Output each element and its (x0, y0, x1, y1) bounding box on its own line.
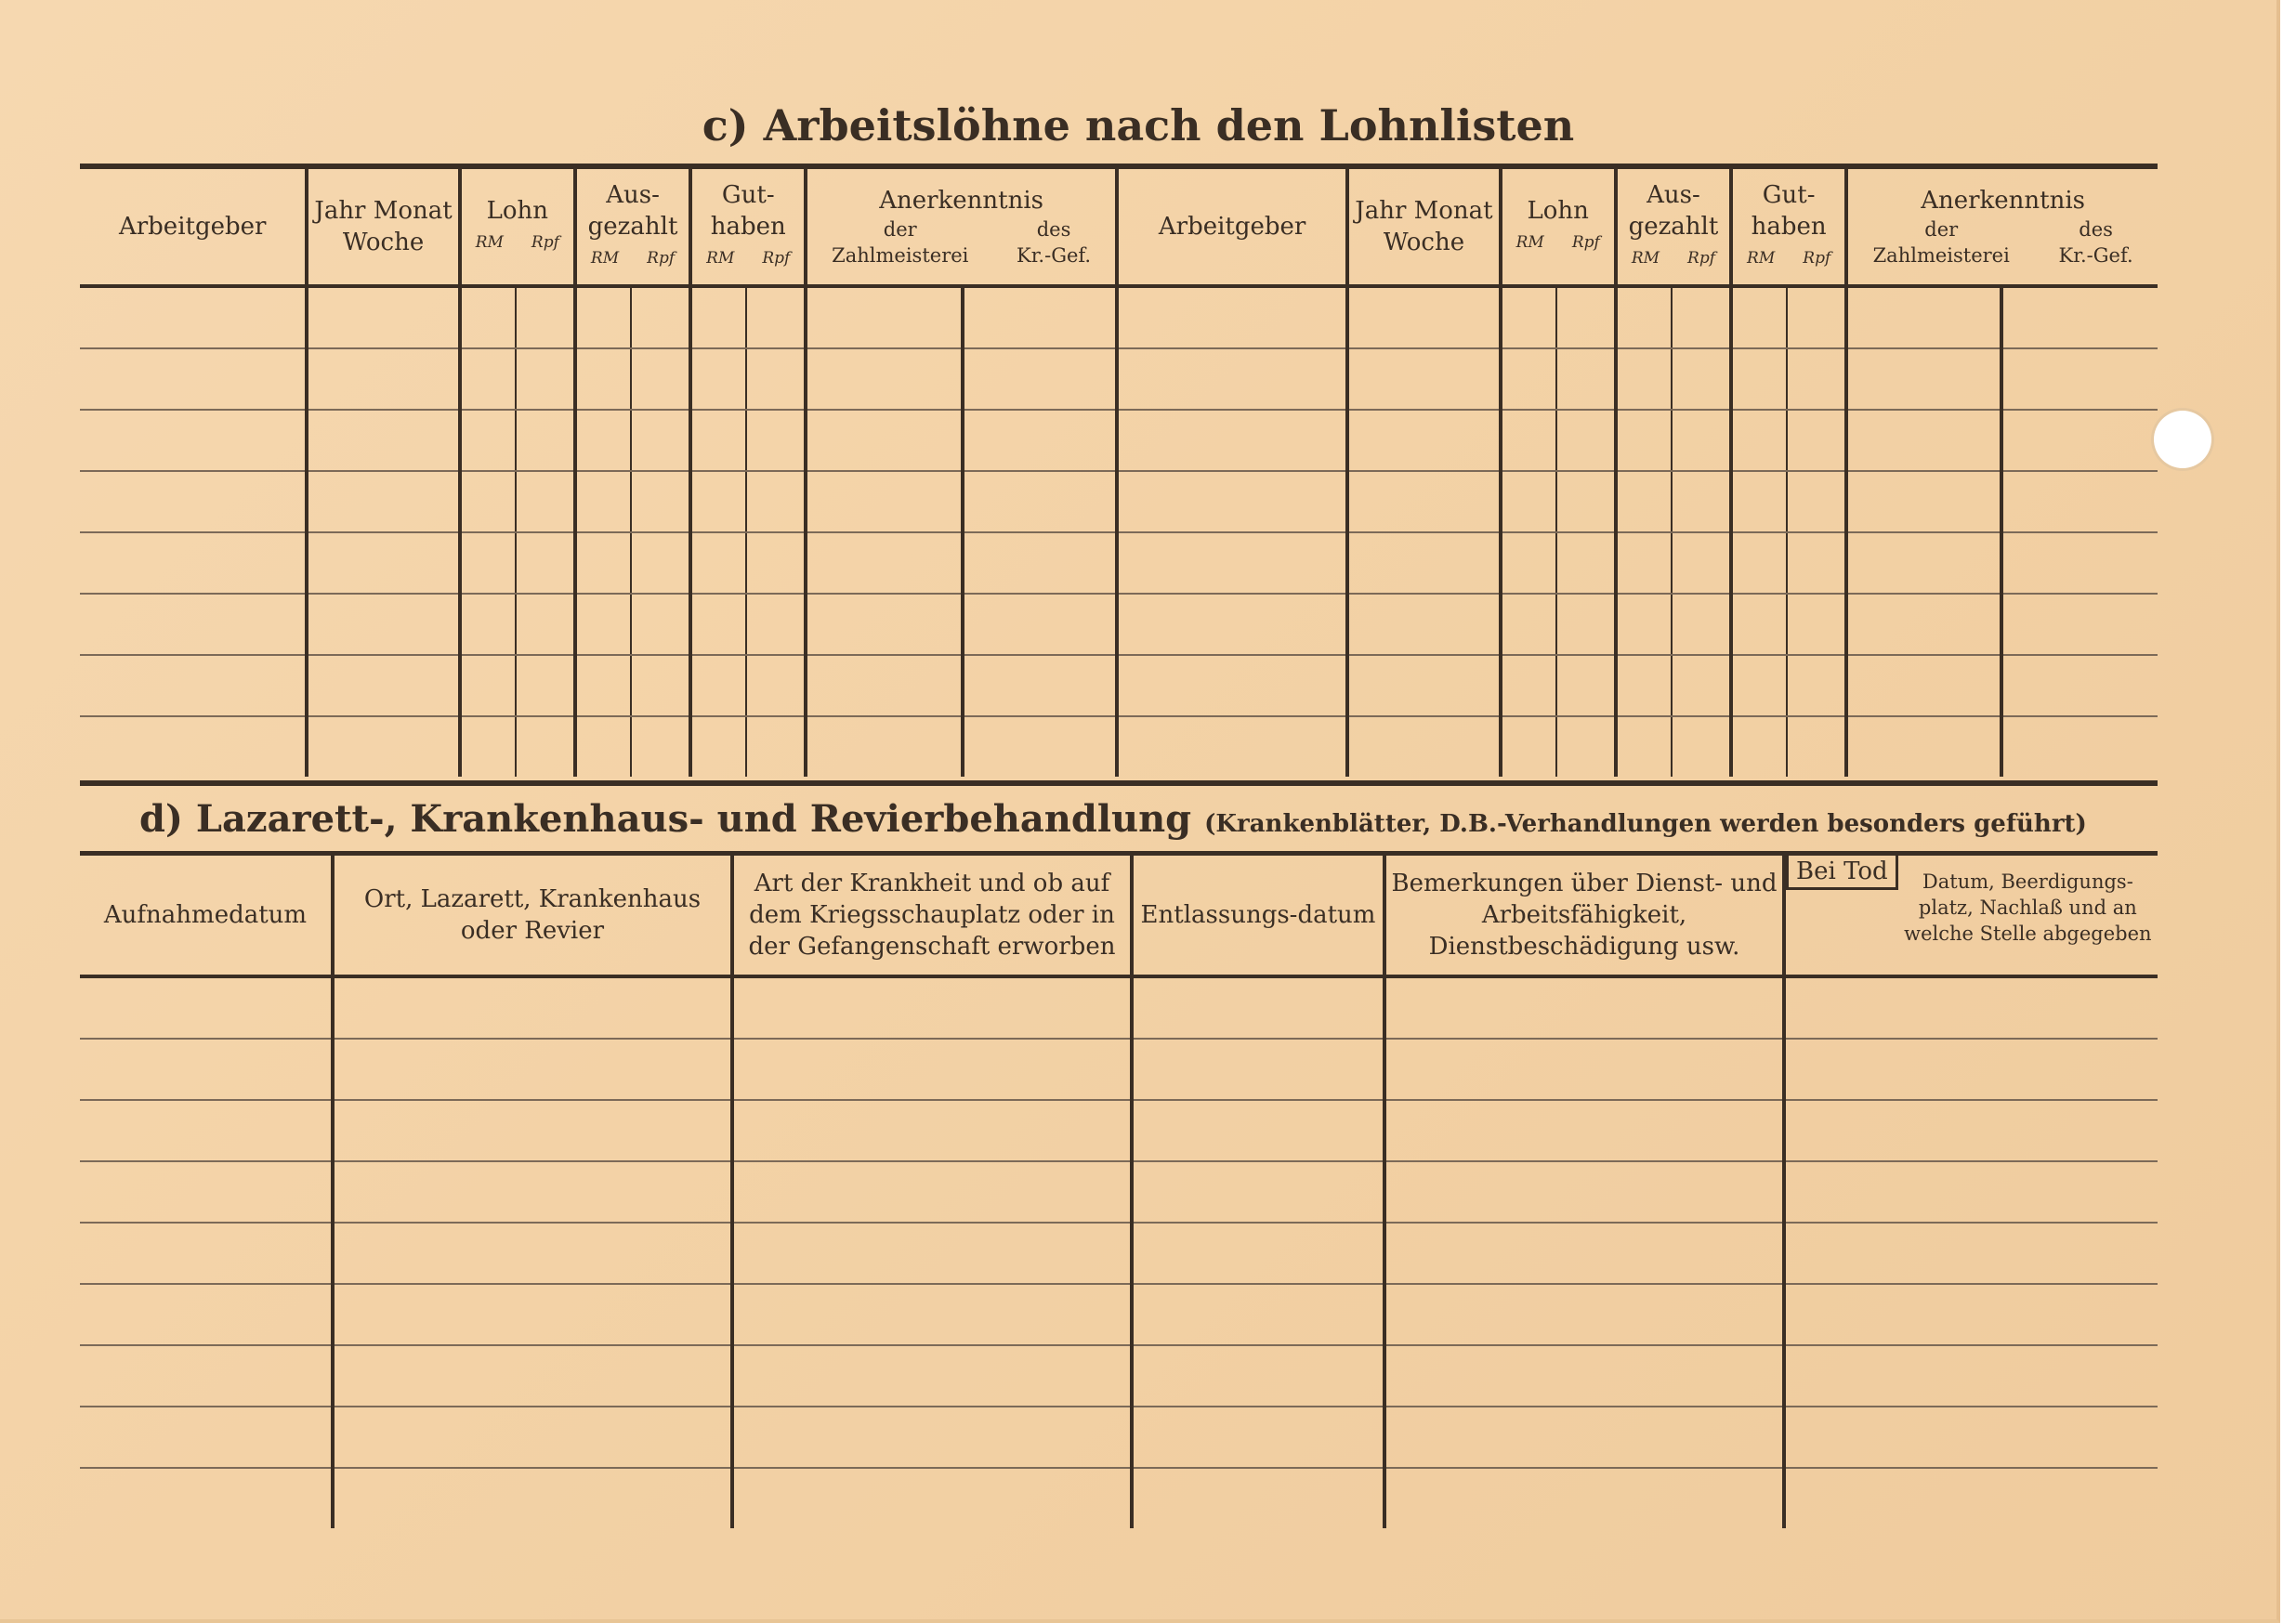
treatment-row (80, 1039, 2158, 1100)
wages-cell[interactable] (1846, 410, 2001, 471)
wages-cell[interactable] (2001, 348, 2158, 410)
wages-cell[interactable] (631, 716, 690, 777)
treatment-cell[interactable] (1132, 1223, 1384, 1284)
wages-row (80, 655, 2158, 716)
wages-cell[interactable] (1556, 655, 1616, 716)
wages-cell[interactable] (1616, 286, 1672, 348)
wages-cell[interactable] (690, 594, 746, 655)
section-d-top-rule (80, 780, 2158, 786)
wages-cell[interactable] (2001, 655, 2158, 716)
wages-cell[interactable] (1501, 410, 1556, 471)
des-krgef: des Kr.-Gef. (1017, 218, 1092, 267)
wages-cell[interactable] (1117, 471, 1347, 532)
wages-cell[interactable] (1787, 655, 1846, 716)
wages-cell[interactable] (1501, 286, 1556, 348)
wages-cell[interactable] (1347, 471, 1500, 532)
wages-cell[interactable] (2001, 410, 2158, 471)
wages-cell[interactable] (1787, 286, 1846, 348)
wages-cell[interactable] (460, 594, 516, 655)
wages-cell[interactable] (806, 532, 962, 594)
section-d-title: d) Lazarett-, Krankenhaus- und Revierbehandlung (139, 797, 1192, 841)
wages-row (80, 471, 2158, 532)
ausgezahlt-header-2 (1616, 169, 1731, 286)
wages-cell[interactable] (1117, 594, 1347, 655)
wages-cell[interactable] (1672, 532, 1731, 594)
lohn-rpf-unit-2: Rpf (1571, 233, 1600, 252)
wages-cell[interactable] (963, 532, 1117, 594)
treatment-cell[interactable] (1384, 1284, 1784, 1345)
wages-cell[interactable] (80, 655, 307, 716)
wages-cell[interactable] (460, 716, 516, 777)
wages-cell[interactable] (631, 410, 690, 471)
ausgezahlt-label: Aus-gezahlt (587, 181, 678, 241)
wages-cell[interactable] (963, 410, 1117, 471)
treatment-row (80, 1407, 2158, 1468)
wages-cell[interactable] (1501, 532, 1556, 594)
guthaben-rpf-unit-2: Rpf (1803, 249, 1831, 268)
wages-cell[interactable] (963, 655, 1117, 716)
wages-row (80, 348, 2158, 410)
treatment-cell[interactable] (732, 1161, 1132, 1223)
treatment-cell[interactable] (1384, 1039, 1784, 1100)
wages-cell[interactable] (1731, 410, 1787, 471)
wages-cell[interactable] (460, 471, 516, 532)
anerkenntnis-header-2 (1846, 169, 2158, 286)
treatment-row (80, 976, 2158, 1039)
wages-cell[interactable] (1117, 286, 1347, 348)
wages-cell[interactable] (575, 532, 631, 594)
wages-cell[interactable] (1347, 532, 1500, 594)
section-d-title-line (139, 797, 2087, 841)
entlassung-header: Entlassungs-datum (1132, 856, 1384, 976)
wages-cell[interactable] (2001, 716, 2158, 777)
wages-cell[interactable] (1347, 655, 1500, 716)
wages-cell[interactable] (1846, 471, 2001, 532)
treatment-cell[interactable] (1384, 1345, 1784, 1407)
treatment-cell[interactable] (1132, 1345, 1384, 1407)
section-d-subtitle: (Krankenblätter, D.B.-Verhandlungen werden besonders geführt) (1204, 810, 2087, 838)
ausgezahlt-rm-unit: RM (590, 249, 620, 268)
treatment-cell[interactable] (732, 1407, 1132, 1468)
treatment-row (80, 1161, 2158, 1223)
wages-cell[interactable] (1846, 655, 2001, 716)
punch-hole (2154, 411, 2211, 468)
wages-cell[interactable] (1672, 594, 1731, 655)
wages-cell[interactable] (746, 594, 806, 655)
treatment-cell[interactable] (732, 976, 1132, 1039)
wages-cell[interactable] (1501, 348, 1556, 410)
lohn-rm-unit-2: RM (1515, 233, 1544, 252)
wages-cell[interactable] (631, 471, 690, 532)
wages-cell[interactable] (1117, 348, 1347, 410)
wages-cell[interactable] (80, 716, 307, 777)
lohn-rm-unit: RM (475, 233, 504, 252)
treatment-cell[interactable] (732, 1284, 1132, 1345)
treatment-cell[interactable] (80, 1161, 333, 1223)
wages-cell[interactable] (1347, 286, 1500, 348)
wages-cell[interactable] (690, 471, 746, 532)
guthaben-label-2: Gut-haben (1751, 181, 1827, 241)
bei-tod-header (1784, 856, 2158, 976)
wages-cell[interactable] (1501, 471, 1556, 532)
wages-cell[interactable] (690, 348, 746, 410)
wages-cell[interactable] (1616, 471, 1672, 532)
treatment-cell[interactable] (1132, 1161, 1384, 1223)
treatment-cell[interactable] (80, 976, 333, 1039)
anerkenntnis-label: Anerkenntnis (879, 187, 1044, 215)
wages-cell[interactable] (806, 348, 962, 410)
wages-cell[interactable] (963, 594, 1117, 655)
wages-cell[interactable] (690, 410, 746, 471)
jahr-monat-woche-header-2: Jahr Monat Woche (1347, 169, 1500, 286)
wages-cell[interactable] (963, 471, 1117, 532)
section-c-title: c) Arbeitslöhne nach den Lohnlisten (702, 100, 1575, 151)
wages-cell[interactable] (1347, 348, 1500, 410)
wages-cell[interactable] (1616, 532, 1672, 594)
wages-cell[interactable] (1117, 716, 1347, 777)
wages-cell[interactable] (575, 286, 631, 348)
des-krgef-2: des Kr.-Gef. (2058, 218, 2133, 267)
treatment-cell[interactable] (80, 1407, 333, 1468)
wages-cell[interactable] (2001, 594, 2158, 655)
treatment-cell[interactable] (333, 1223, 732, 1284)
wages-cell[interactable] (307, 348, 459, 410)
treatment-cell[interactable] (80, 1468, 333, 1528)
wages-cell[interactable] (460, 655, 516, 716)
aufnahmedatum-header: Aufnahmedatum (80, 856, 333, 976)
wages-cell[interactable] (1731, 594, 1787, 655)
wages-cell[interactable] (80, 594, 307, 655)
wages-cell[interactable] (80, 286, 307, 348)
anerkenntnis-header (806, 169, 1117, 286)
wages-cell[interactable] (1501, 594, 1556, 655)
ausgezahlt-rpf-unit: Rpf (647, 249, 676, 268)
wages-cell[interactable] (1672, 471, 1731, 532)
wages-cell[interactable] (806, 471, 962, 532)
ausgezahlt-label-2: Aus-gezahlt (1628, 181, 1719, 241)
treatment-cell[interactable] (333, 1468, 732, 1528)
wages-cell[interactable] (806, 655, 962, 716)
wages-cell[interactable] (1787, 716, 1846, 777)
wages-cell[interactable] (631, 532, 690, 594)
treatment-table (80, 856, 2158, 1528)
wages-row (80, 594, 2158, 655)
wages-cell[interactable] (1787, 410, 1846, 471)
treatment-cell[interactable] (333, 1345, 732, 1407)
wages-cell[interactable] (1731, 716, 1787, 777)
wages-cell[interactable] (1347, 410, 1500, 471)
treatment-cell[interactable] (1784, 1407, 2158, 1468)
wages-cell[interactable] (746, 655, 806, 716)
treatment-cell[interactable] (1384, 1468, 1784, 1528)
wages-cell[interactable] (460, 410, 516, 471)
wages-cell[interactable] (2001, 286, 2158, 348)
treatment-cell[interactable] (732, 1039, 1132, 1100)
guthaben-label: Gut-haben (710, 181, 786, 241)
wages-cell[interactable] (307, 410, 459, 471)
treatment-cell[interactable] (1784, 1345, 2158, 1407)
wages-cell[interactable] (1787, 532, 1846, 594)
guthaben-header (690, 169, 806, 286)
ausgezahlt-rm-unit-2: RM (1631, 249, 1660, 268)
wages-cell[interactable] (1672, 348, 1731, 410)
wages-cell[interactable] (575, 410, 631, 471)
wages-cell[interactable] (963, 716, 1117, 777)
wages-cell[interactable] (516, 286, 575, 348)
treatment-cell[interactable] (333, 1100, 732, 1161)
treatment-cell[interactable] (732, 1345, 1132, 1407)
wages-cell[interactable] (575, 471, 631, 532)
wages-cell[interactable] (746, 471, 806, 532)
treatment-cell[interactable] (80, 1345, 333, 1407)
wages-cell[interactable] (746, 716, 806, 777)
treatment-cell[interactable] (1132, 1468, 1384, 1528)
treatment-cell[interactable] (1132, 1284, 1384, 1345)
bei-tod-label: Bei Tod (1786, 856, 1898, 890)
wages-cell[interactable] (1672, 286, 1731, 348)
treatment-cell[interactable] (1384, 976, 1784, 1039)
wages-cell[interactable] (631, 286, 690, 348)
wages-cell[interactable] (1846, 348, 2001, 410)
wages-cell[interactable] (690, 716, 746, 777)
wages-cell[interactable] (1846, 716, 2001, 777)
wages-cell[interactable] (1347, 594, 1500, 655)
treatment-row (80, 1223, 2158, 1284)
wages-cell[interactable] (1672, 410, 1731, 471)
wages-cell[interactable] (516, 655, 575, 716)
wages-cell[interactable] (1501, 716, 1556, 777)
wages-cell[interactable] (746, 410, 806, 471)
wages-cell[interactable] (746, 348, 806, 410)
wages-cell[interactable] (963, 286, 1117, 348)
wages-cell[interactable] (575, 716, 631, 777)
wages-cell[interactable] (1556, 348, 1616, 410)
wages-cell[interactable] (1846, 594, 2001, 655)
lohn-label: Lohn (486, 197, 549, 225)
treatment-row (80, 1284, 2158, 1345)
wages-cell[interactable] (631, 655, 690, 716)
wages-cell[interactable] (80, 532, 307, 594)
wages-cell[interactable] (1556, 716, 1616, 777)
wages-cell[interactable] (963, 348, 1117, 410)
treatment-cell[interactable] (1784, 976, 2158, 1039)
wages-cell[interactable] (1731, 471, 1787, 532)
guthaben-rm-unit: RM (706, 249, 735, 268)
treatment-cell[interactable] (1132, 1407, 1384, 1468)
wages-cell[interactable] (1787, 594, 1846, 655)
wages-cell[interactable] (631, 594, 690, 655)
treatment-cell[interactable] (333, 1284, 732, 1345)
treatment-cell[interactable] (732, 1223, 1132, 1284)
wages-cell[interactable] (307, 471, 459, 532)
lohn-rpf-unit: Rpf (531, 233, 559, 252)
wages-cell[interactable] (2001, 532, 2158, 594)
treatment-cell[interactable] (1784, 1161, 2158, 1223)
treatment-cell[interactable] (333, 976, 732, 1039)
wages-cell[interactable] (460, 286, 516, 348)
wages-cell[interactable] (1787, 471, 1846, 532)
wages-cell[interactable] (806, 286, 962, 348)
treatment-cell[interactable] (1384, 1223, 1784, 1284)
der-zahlmeisterei-2: der Zahlmeisterei (1872, 218, 2010, 267)
wages-cell[interactable] (1556, 532, 1616, 594)
treatment-cell[interactable] (1384, 1161, 1784, 1223)
wages-cell[interactable] (80, 471, 307, 532)
treatment-cell[interactable] (333, 1039, 732, 1100)
wages-cell[interactable] (307, 655, 459, 716)
wages-cell[interactable] (460, 348, 516, 410)
wages-row (80, 286, 2158, 348)
wages-cell[interactable] (746, 532, 806, 594)
wages-cell[interactable] (1731, 348, 1787, 410)
wages-cell[interactable] (1846, 286, 2001, 348)
treatment-cell[interactable] (732, 1468, 1132, 1528)
ausgezahlt-header (575, 169, 690, 286)
wages-row (80, 532, 2158, 594)
lohn-header (460, 169, 575, 286)
wages-cell[interactable] (1672, 716, 1731, 777)
wages-cell[interactable] (690, 286, 746, 348)
wages-cell[interactable] (806, 594, 962, 655)
wages-cell[interactable] (1731, 532, 1787, 594)
wages-cell[interactable] (1672, 655, 1731, 716)
treatment-cell[interactable] (1384, 1100, 1784, 1161)
guthaben-rpf-unit: Rpf (762, 249, 791, 268)
wages-cell[interactable] (690, 655, 746, 716)
wages-row (80, 410, 2158, 471)
wages-cell[interactable] (1731, 655, 1787, 716)
wages-cell[interactable] (307, 286, 459, 348)
arbeitgeber-header: Arbeitgeber (80, 169, 307, 286)
wages-cell[interactable] (1556, 471, 1616, 532)
wages-cell[interactable] (460, 532, 516, 594)
wages-cell[interactable] (516, 716, 575, 777)
ort-header: Ort, Lazarett, Krankenhaus oder Revier (333, 856, 732, 976)
krankheit-header: Art der Krankheit und ob auf dem Kriegsschauplatz oder in der Gefangenschaft erworben (732, 856, 1132, 976)
wages-cell[interactable] (516, 471, 575, 532)
wages-cell[interactable] (631, 348, 690, 410)
wages-row (80, 716, 2158, 777)
wages-cell[interactable] (1731, 286, 1787, 348)
wages-cell[interactable] (1556, 594, 1616, 655)
wages-cell[interactable] (575, 594, 631, 655)
wages-cell[interactable] (746, 286, 806, 348)
arbeitgeber-header-2: Arbeitgeber (1117, 169, 1347, 286)
treatment-cell[interactable] (80, 1223, 333, 1284)
wages-cell[interactable] (1117, 410, 1347, 471)
treatment-cell[interactable] (1784, 1284, 2158, 1345)
wages-cell[interactable] (307, 716, 459, 777)
wages-cell[interactable] (1556, 286, 1616, 348)
wages-cell[interactable] (1616, 348, 1672, 410)
wages-cell[interactable] (1117, 532, 1347, 594)
wages-cell[interactable] (516, 594, 575, 655)
wages-cell[interactable] (1556, 410, 1616, 471)
bemerkungen-header: Bemerkungen über Dienst- und Arbeitsfähigkeit, Dienstbeschädigung usw. (1384, 856, 1784, 976)
treatment-row (80, 1345, 2158, 1407)
wages-cell[interactable] (516, 532, 575, 594)
treatment-cell[interactable] (1384, 1407, 1784, 1468)
treatment-cell[interactable] (1784, 1039, 2158, 1100)
wages-cell[interactable] (516, 410, 575, 471)
treatment-cell[interactable] (1132, 976, 1384, 1039)
wages-cell[interactable] (307, 594, 459, 655)
treatment-cell[interactable] (1132, 1100, 1384, 1161)
wages-cell[interactable] (806, 410, 962, 471)
jahr-monat-woche-header: Jahr Monat Woche (307, 169, 459, 286)
wages-cell[interactable] (1616, 410, 1672, 471)
treatment-row (80, 1468, 2158, 1528)
der-zahlmeisterei: der Zahlmeisterei (832, 218, 969, 267)
treatment-cell[interactable] (333, 1407, 732, 1468)
guthaben-header-2 (1731, 169, 1846, 286)
treatment-cell[interactable] (80, 1039, 333, 1100)
lohn-label-2: Lohn (1527, 197, 1589, 225)
wages-cell[interactable] (575, 655, 631, 716)
datum-beerdigung-label: Datum, Beerdigungs-platz, Nachlaß und an welche Stelle abgegeben (1904, 870, 2152, 945)
wages-cell[interactable] (2001, 471, 2158, 532)
wages-table (80, 169, 2158, 777)
wages-cell[interactable] (1616, 655, 1672, 716)
wages-cell[interactable] (1616, 594, 1672, 655)
treatment-cell[interactable] (80, 1100, 333, 1161)
wages-cell[interactable] (1347, 716, 1500, 777)
treatment-cell[interactable] (1784, 1468, 2158, 1528)
wages-cell[interactable] (516, 348, 575, 410)
wages-cell[interactable] (1117, 655, 1347, 716)
anerkenntnis-label-2: Anerkenntnis (1921, 187, 2086, 215)
lohn-header-2 (1501, 169, 1616, 286)
treatment-cell[interactable] (1784, 1100, 2158, 1161)
wages-cell[interactable] (80, 410, 307, 471)
wages-cell[interactable] (690, 532, 746, 594)
wages-cell[interactable] (1846, 532, 2001, 594)
wages-cell[interactable] (307, 532, 459, 594)
guthaben-rm-unit-2: RM (1747, 249, 1776, 268)
wages-cell[interactable] (1787, 348, 1846, 410)
wages-cell[interactable] (80, 348, 307, 410)
treatment-cell[interactable] (1132, 1039, 1384, 1100)
treatment-cell[interactable] (80, 1284, 333, 1345)
wages-cell[interactable] (575, 348, 631, 410)
treatment-cell[interactable] (732, 1100, 1132, 1161)
treatment-cell[interactable] (333, 1161, 732, 1223)
wages-cell[interactable] (1616, 716, 1672, 777)
treatment-cell[interactable] (1784, 1223, 2158, 1284)
treatment-row (80, 1100, 2158, 1161)
ausgezahlt-rpf-unit-2: Rpf (1687, 249, 1716, 268)
wages-cell[interactable] (806, 716, 962, 777)
wages-cell[interactable] (1501, 655, 1556, 716)
